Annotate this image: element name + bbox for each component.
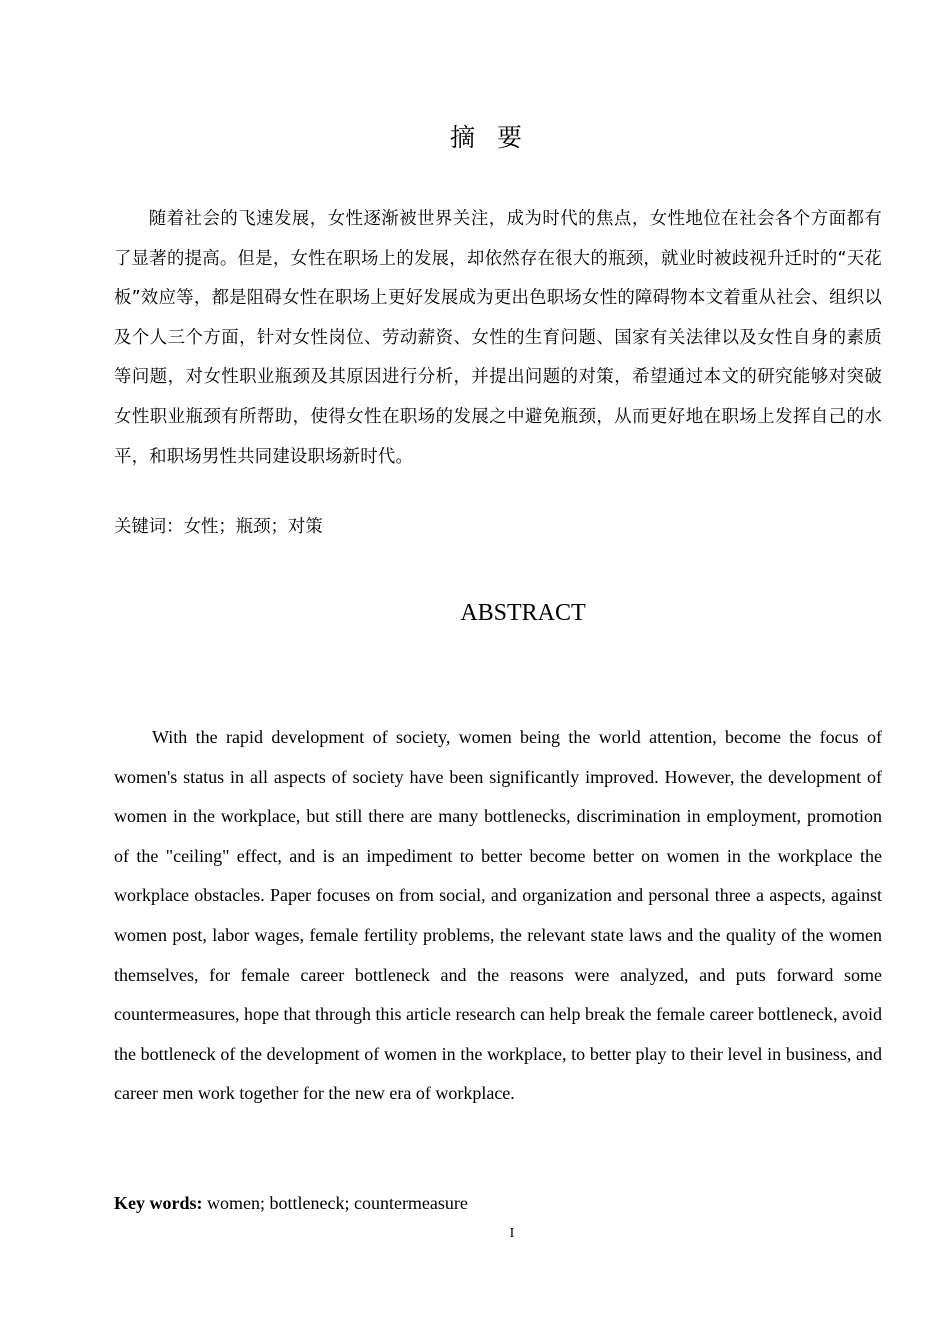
english-abstract-title: ABSTRACT — [460, 600, 586, 626]
chinese-abstract-title: 摘要 — [449, 123, 544, 152]
chinese-abstract-body: 随着社会的飞速发展，女性逐渐被世界关注，成为时代的焦点，女性地位在社会各个方面都有了显著的提高。但是，女性在职场上的发展，却依然存在很大的瓶颈，就业时被歧视升迁时的“天花板”效应等，都是阻碍女性在职场上更好发展成为更出色职场女性的障碍物本文着重从社会、组织以及个人三个方面，针对女性岗位、劳动薪资、女性的生育问题、国家有关法律以及女性自身的素质等问题，对女性职业瓶颈及其原因进行分析，并提出问题的对策，希望通过本文的研究能够对突破女性职业瓶颈有所帮助，使得女性在职场的发展之中避免瓶颈，从而更好地在职场上发挥自己的水平，和职场男性共同建设职场新时代。 — [114, 209, 882, 467]
english-abstract-body: With the rapid development of society, women being the world attention, become the focus of women's status in all aspects of society have been significantly improved. However, the development of women in the workplace, but still there are many bottlenecks, discrimination in employment, promotion of the "ceiling" effect, and is an impediment to better become better on women in the workplace the workplace obstacles. Paper focuses on from social, and organization and personal three a aspects, against women post, labor wages, female fertility problems, the relevant state laws and the quality of the women themselves, for female career bottleneck and the reasons were analyzed, and puts forward some countermeasures, hope that through this article research can help break the female career bottleneck, avoid the bottleneck of the development of women in the workplace, to better play to their level in business, and career men work together for the new era of workplace. — [114, 727, 882, 1104]
chinese-keywords-label: 关键词： — [114, 517, 184, 537]
page-number: I — [509, 1226, 515, 1241]
chinese-keywords — [114, 512, 323, 537]
english-keywords — [114, 1193, 468, 1214]
chinese-keywords-value: 女性；瓶颈；对策 — [183, 517, 323, 537]
english-keywords-value: women; bottleneck; countermeasure — [207, 1193, 468, 1213]
english-keywords-label: Key words: — [114, 1193, 203, 1213]
